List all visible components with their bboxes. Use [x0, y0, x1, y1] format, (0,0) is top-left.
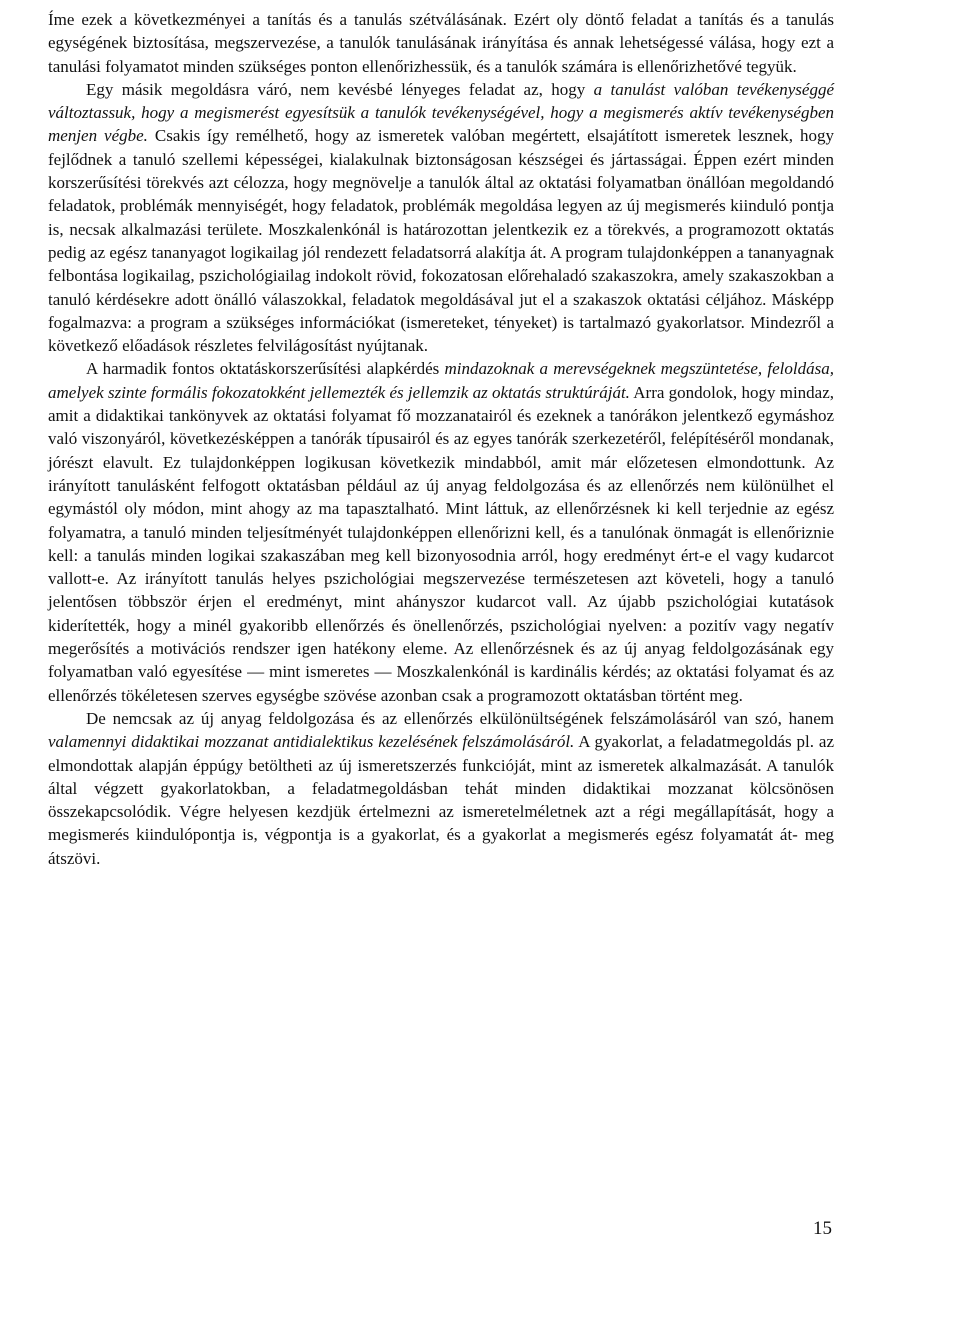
text-segment: Arra gondolok, hogy mindaz, amit a didaktikai tankönyvek az oktatási folyamat fő mozzanatairól és ezeknek a tanórákon jelentkező egymáshoz való viszonyáról, következésképpen a tanórák típusairól és az egyes tanórák szerkezetéről, felépítéséről mondanak, jórészt elavult. Ez tulajdonképpen logikusan következik mindabból, amit már előzetesen elmondottunk. Az irányított tanulásként felfogott oktatásban például az új anyag feldolgozása és az ellenőrzés nem különülhet el egymástól oly módon, mint ahogy az ma tapasztalható. Mint láttuk, az ellenőrzésnek ki kell terjednie az egész folyamatra, a tanuló minden teljesítményét tulajdonképpen ellenőrizni kell, és a tanulónak önmagát is ellenőriznie kell: a tanulás minden logikai szakaszában meg kell bizonyosodnia arról, hogy eredményt ért-e el vagy kudarcot vallott-e. Az irányított tanulás helyes pszichológiai megszervezése természetesen azt követeli, hogy a tanuló jelentősen többször érjen el eredményt, mint ahányszor kudarcot vall. Az újabb pszichológiai kutatások kiderítették, hogy a minél gyakoribb ellenőrzés és önellenőrzés, pszichológiai nyelven: a pozitív vagy negatív megerősítés a motivációs rendszer igen hatékony eleme. Az ellenőrzésnek és az új anyag feldolgozásának egy folyamatban való egyesítése — mint ismeretes — Moszkalenkónál is kardinális kérdés; az oktatási folyamat és az ellenőrzés tökéletesen szerves egységbe szövése azonban csak a programozott oktatásban történt meg.	[48, 382, 835, 705]
text-segment: Egy másik megoldásra váró, nem kevésbé lényeges feladat az, hogy	[86, 79, 594, 99]
italic-text: mindazoknak a merevségeknek megszüntetése, feloldása, amelyek szinte formális fokozatokként jellemezték és jellemzik az oktatás struktúráját.	[48, 359, 834, 402]
paragraph	[48, 8, 834, 78]
text-segment: Íme ezek a következményei a tanítás és a tanulás szétválásának. Ezért oly döntő feladat a tanítás és a tanulás egységének biztosítása, megszervezése, a tanulók tanulásának irányítása és annak lehetségessé válása, hogy ezt a tanulási folyamatot minden szükséges ponton ellenőrizhessük, és a tanulók számára is ellenőrizhetővé tegyük.	[48, 10, 834, 76]
paragraph	[48, 357, 834, 706]
text-segment: De nemcsak az új anyag feldolgozása és az ellenőrzés elkülönültségének felszámolásáról van szó, hanem	[86, 708, 834, 728]
italic-text: a tanulást valóban tevékenységgé változtassuk, hogy a megismerést egyesítsük a tanulók tevékenységével, hogy a megismerés aktív tevékenységben menjen végbe.	[48, 79, 834, 146]
text-segment: A harmadik fontos oktatáskorszerűsítési alapkérdés	[86, 359, 445, 379]
page-number: 15	[813, 1218, 832, 1239]
paragraph	[48, 78, 834, 358]
text-segment: A gyakorlat, a feladatmegoldás pl. az elmondottak alapján éppúgy betöltheti az új ismeretszerzés funkcióját, mint az ismeretek alkalmazását. A tanulók által végzett gyakorlatokban, a feladatmegoldásban tehát minden didaktikai mozzanat kölcsönösen összekapcsolódik. Végre helyesen kezdjük értelmezni az ismeretelméletnek azt a régi megállapítását, hogy a megismerés kiindulópontja is, végpontja is a gyakorlat, és a gyakorlat a megismerés egész folyamatát át- meg átszövi.	[48, 732, 834, 868]
text-segment: Csakis így remélhető, hogy az ismeretek valóban megértett, elsajátított ismeretek lesznek, hogy fejlődnek a tanuló szellemi képességei, kialakulnak biztonságosan készségei és jártasságai. Éppen ezért minden korszerűsítési törekvés azt célozza, hogy megnövelje a tanulók által az oktatási folyamatban önállóan megoldandó feladatok, problémák mennyiségét, hogy feladatok, problémák megoldása legyen az új megismerés kiinduló pontja is, necsak alkalmazási területe. Moszkalenkónál is határozottan jelentkezik ez a törekvés, a programozott oktatás pedig az egész tananyagot logikailag jól rendezett feladatsorrá alakítja át. A program tulajdonképpen a tananyagnak felbontása logikailag, pszichológiailag indokolt rövid, fokozatosan előrehaladó szakaszokra, amely szakaszokban a tanuló kérdésekre adott önálló válaszokkal, feladatok megoldásával jut el a szakaszok oktatási céljához. Másképp fogalmazva: a program a szükséges információkat (ismereteket, tényeket) is tartalmazó gyakorlatsor. Mindezről a következő előadások részletes felvilágosítást nyújtanak.	[48, 126, 834, 356]
paragraph	[48, 707, 834, 870]
document-body	[48, 8, 834, 870]
italic-text: valamennyi didaktikai mozzanat antidialektikus kezelésének felszámolásáról.	[48, 732, 575, 752]
